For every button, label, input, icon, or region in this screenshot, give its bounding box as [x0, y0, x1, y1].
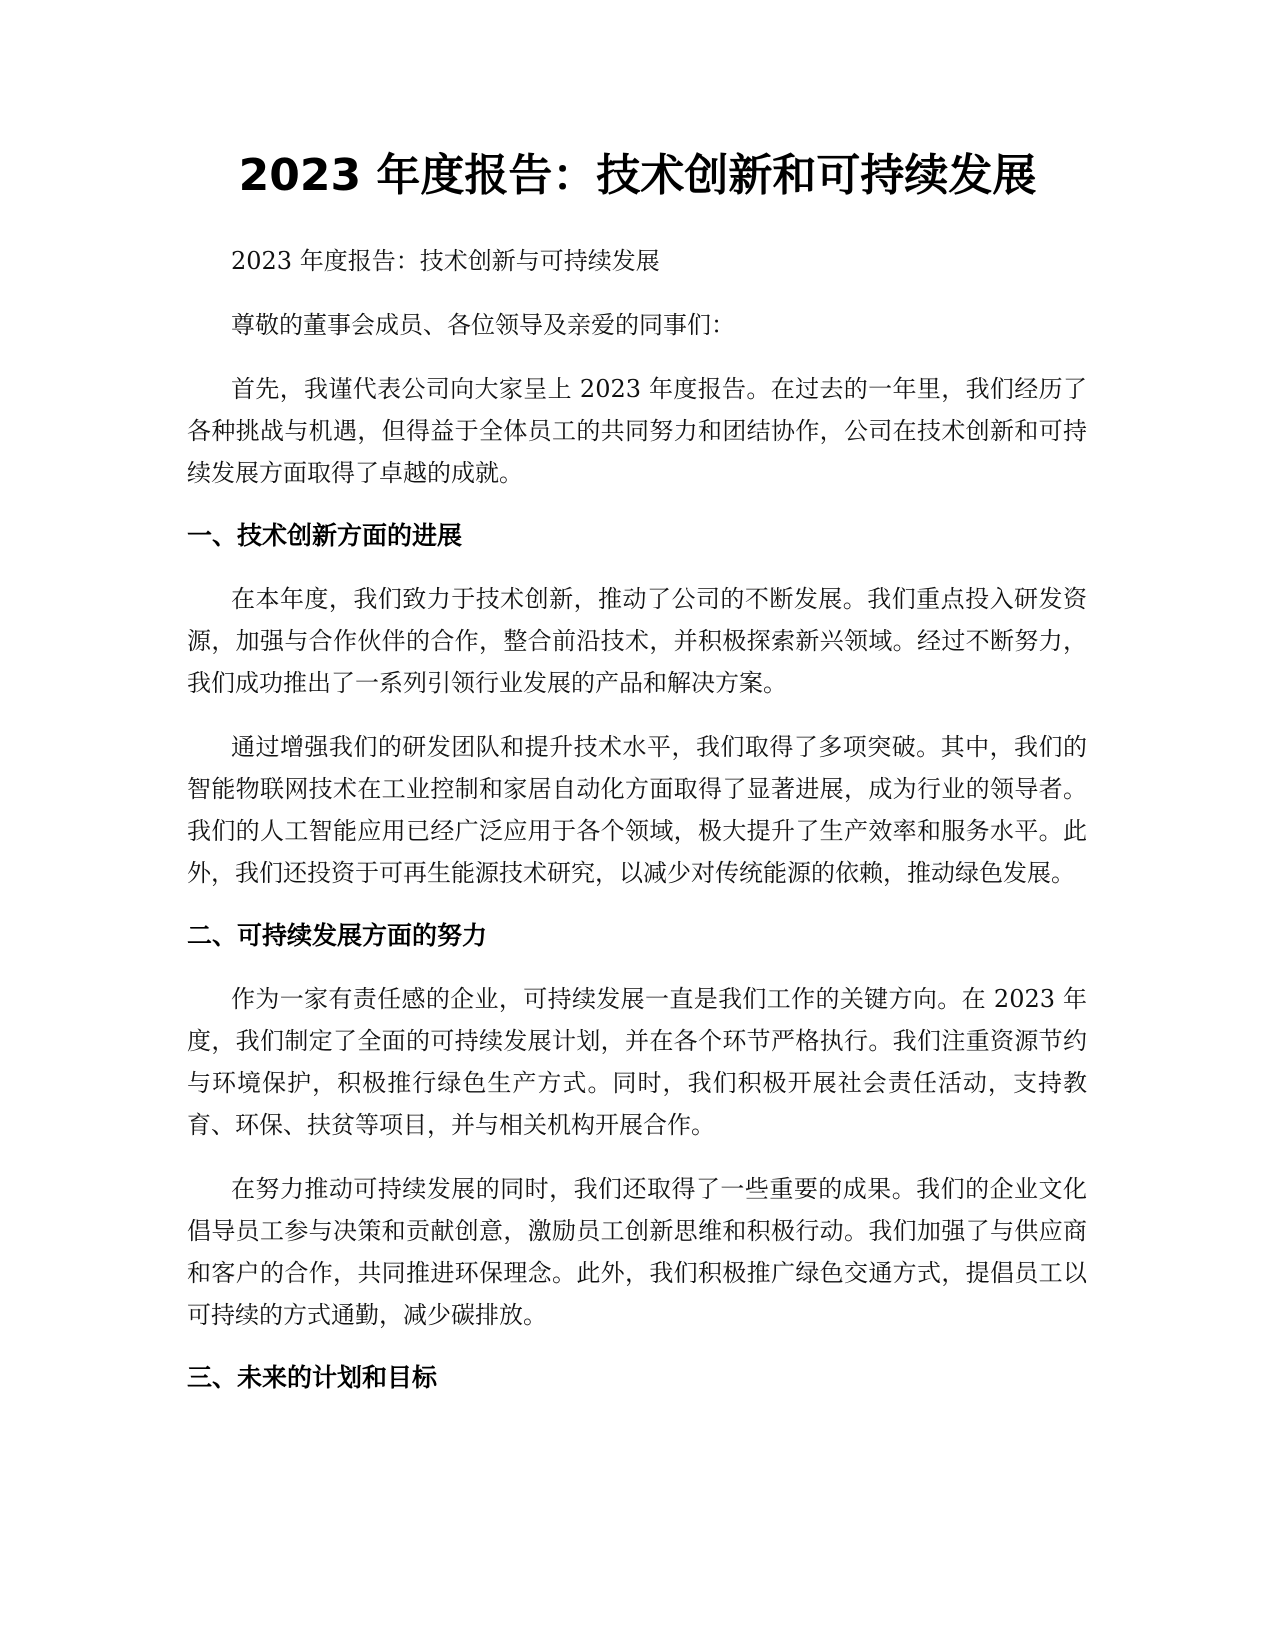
subtitle-paragraph: 2023 年度报告：技术创新与可持续发展: [231, 247, 660, 275]
page-title: 2023 年度报告：技术创新和可持续发展: [238, 150, 1037, 201]
section-heading-future-plans: 三、未来的计划和目标: [187, 1363, 438, 1392]
document-body: [187, 240, 1087, 1420]
section1-paragraph-1: 在本年度，我们致力于技术创新，推动了公司的不断发展。我们重点投入研发资源，加强与合作伙伴的合作，整合前沿技术，并积极探索新兴领域。经过不断努力，我们成功推出了一系列引领行业发展的产品和解决方案。: [187, 585, 1087, 697]
intro-paragraph: 首先，我谨代表公司向大家呈上 2023 年度报告。在过去的一年里，我们经历了各种挑战与机遇，但得益于全体员工的共同努力和团结协作，公司在技术创新和可持续发展方面取得了卓越的成就。: [187, 375, 1087, 487]
salutation-paragraph: 尊敬的董事会成员、各位领导及亲爱的同事们：: [231, 311, 735, 339]
section1-paragraph-2: 通过增强我们的研发团队和提升技术水平，我们取得了多项突破。其中，我们的智能物联网技术在工业控制和家居自动化方面取得了显著进展，成为行业的领导者。我们的人工智能应用已经广泛应用于各个领域，极大提升了生产效率和服务水平。此外，我们还投资于可再生能源技术研究，以减少对传统能源的依赖，推动绿色发展。: [187, 733, 1087, 887]
section2-paragraph-2: 在努力推动可持续发展的同时，我们还取得了一些重要的成果。我们的企业文化倡导员工参与决策和贡献创意，激励员工创新思维和积极行动。我们加强了与供应商和客户的合作，共同推进环保理念。此外，我们积极推广绿色交通方式，提倡员工以可持续的方式通勤，减少碳排放。: [187, 1175, 1087, 1329]
section-heading-tech-innovation: 一、技术创新方面的进展: [187, 521, 463, 550]
section2-paragraph-1: 作为一家有责任感的企业，可持续发展一直是我们工作的关键方向。在 2023 年度，我们制定了全面的可持续发展计划，并在各个环节严格执行。我们注重资源节约与环境保护，积极推行绿色生产方式。同时，我们积极开展社会责任活动，支持教育、环保、扶贫等项目，并与相关机构开展合作。: [187, 985, 1087, 1139]
section-heading-sustainability: 二、可持续发展方面的努力: [187, 921, 488, 950]
